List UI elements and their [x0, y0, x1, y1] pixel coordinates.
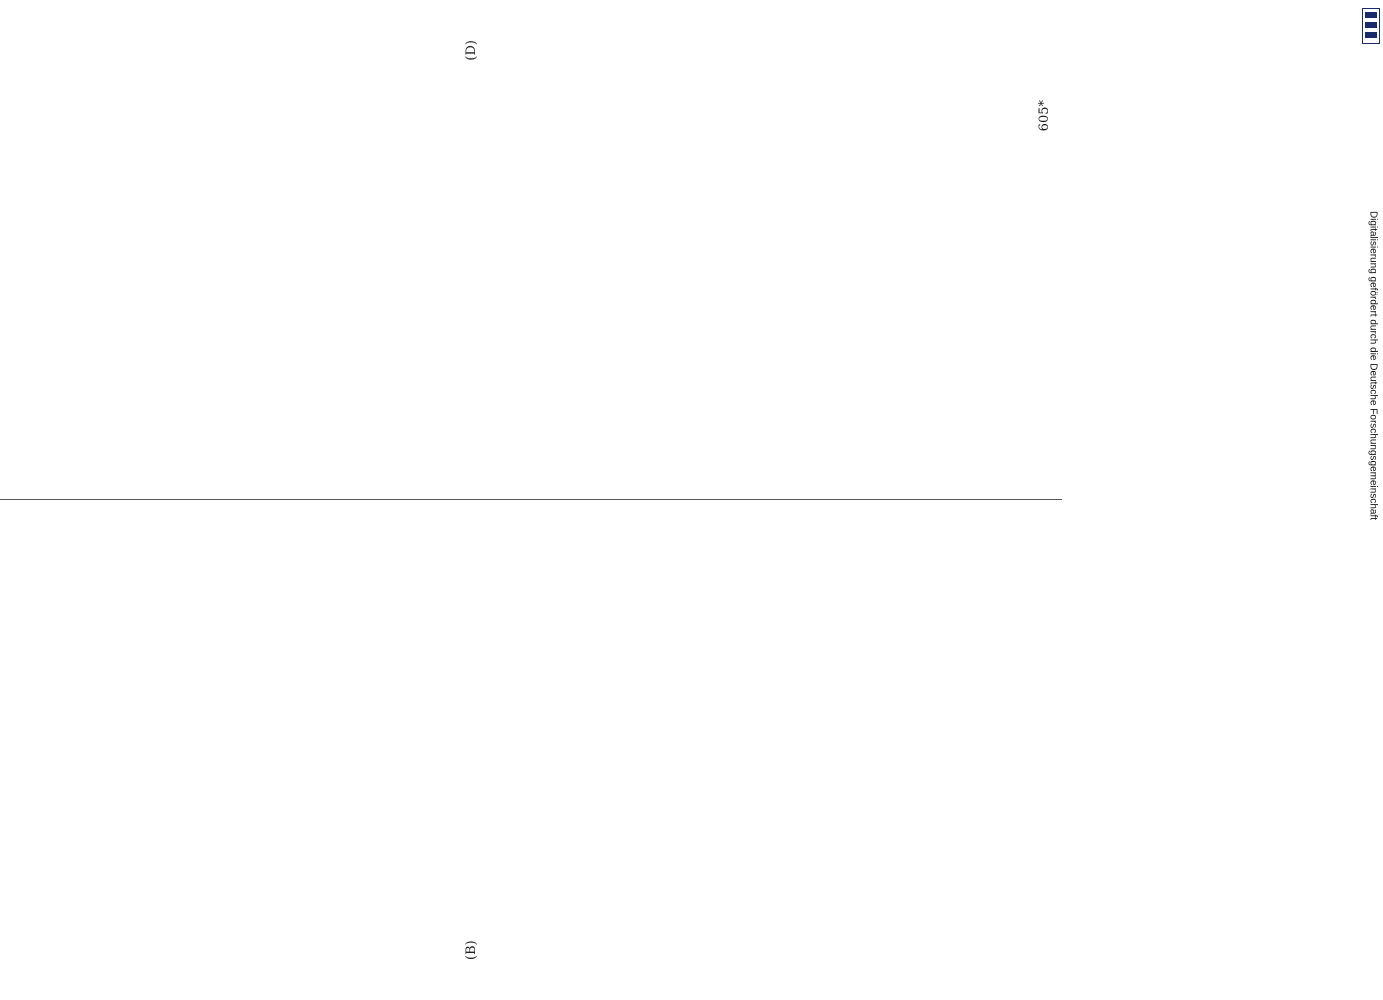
margin-letter-d: (D) — [464, 40, 479, 61]
document-page — [0, 40, 1115, 960]
dfg-credit-text: Digitalisierung gefördert durch die Deutsche Forschungsgemeinschaft — [1367, 210, 1379, 521]
text-columns — [0, 40, 1062, 960]
dfg-credit-strip — [1361, 0, 1383, 1000]
column-divider — [0, 500, 1062, 501]
left-column — [0, 523, 1062, 960]
right-column — [0, 40, 1062, 478]
margin-letter-b: (B) — [464, 940, 479, 960]
dfg-logo-icon — [1362, 8, 1380, 44]
signature-mark: 605* — [1037, 100, 1052, 132]
